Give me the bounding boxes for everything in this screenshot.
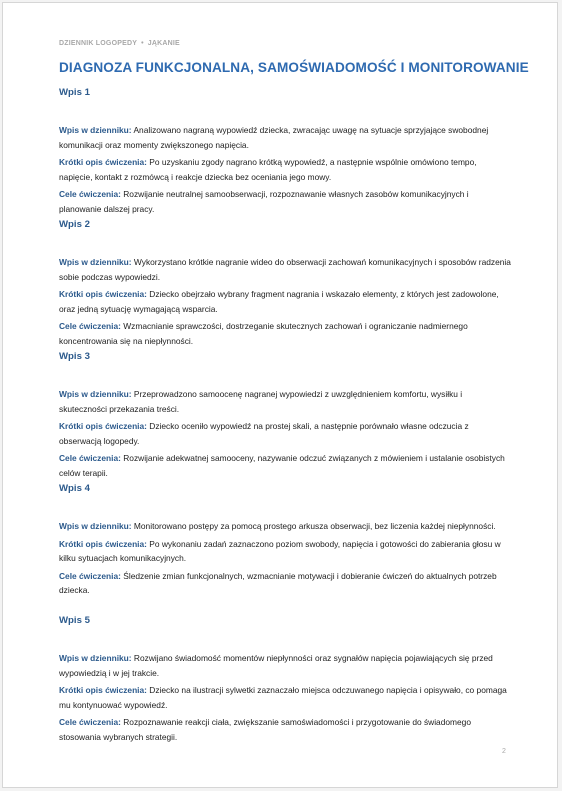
exercise-goals-text: Rozwijanie adekwatnej samooceny, nazywanie odczuć związanych z mówieniem i ustalanie osobistych celów terapii. — [59, 453, 505, 478]
exercise-goals-text: Śledzenie zmian funkcjonalnych, wzmacnianie motywacji i dobieranie ćwiczeń do aktualnych potrzeb dziecka. — [59, 570, 497, 595]
exercise-description-label: Krótki opis ćwiczenia: — [59, 538, 147, 549]
entry-note — [59, 651, 511, 680]
entry-note-label: Wpis w dzienniku: — [59, 389, 132, 399]
exercise-description — [59, 537, 511, 566]
exercise-goals-text: Rozpoznawanie reakcji ciała, zwiększanie samoświadomości i przygotowanie do świadomego stosowania wybranych strategii. — [59, 717, 471, 742]
entry-note-label: Wpis w dzienniku: — [59, 653, 132, 663]
entry-note-text: Rozwijano świadomość momentów niepłynności oraz sygnałów napięcia pojawiających się przed wypowiedzią i w jej trakcie. — [59, 653, 493, 678]
exercise-goals-label: Cele ćwiczenia: — [59, 453, 121, 463]
exercise-goals-text: Wzmacnianie sprawczości, dostrzeganie skutecznych zachowań i ograniczanie nadmiernego koncentrowania się na niepłynności. — [59, 321, 468, 346]
journal-entry — [59, 611, 511, 743]
entries-list — [59, 83, 511, 743]
page-number: 2 — [502, 748, 506, 755]
header-separator: • — [141, 40, 144, 47]
exercise-description-label: Krótki opis ćwiczenia: — [59, 157, 147, 167]
entry-note-text: Przeprowadzono samoocenę nagranej wypowiedzi z uwzględnieniem komfortu, wysiłku i skuteczności przekazania treści. — [59, 389, 463, 414]
entry-note-text: Monitorowano postępy za pomocą prostego arkusza obserwacji, bez liczenia każdej niepłynności. — [133, 521, 496, 531]
entry-heading: Wpis 1 — [59, 87, 90, 98]
exercise-description-text: Po uzyskaniu zgody nagrano krótką wypowiedź, a następnie wspólnie omówiono tempo, napięcie, kontakt z rozmówcą i reakcje dziecka bez oceniania jego mowy. — [59, 157, 477, 182]
document-page — [2, 2, 558, 788]
running-header — [59, 40, 180, 47]
entry-heading: Wpis 3 — [59, 351, 90, 362]
entry-note — [59, 255, 511, 284]
exercise-description-label: Krótki opis ćwiczenia: — [59, 421, 147, 431]
entry-heading: Wpis 4 — [59, 483, 90, 494]
entry-note — [59, 123, 511, 152]
exercise-goals — [59, 319, 511, 348]
exercise-goals — [59, 187, 511, 216]
exercise-description-text: Dziecko obejrzało wybrany fragment nagrania i wskazało elementy, z których jest zadowolone, oraz jedną sytuację wymagającą wsparcia. — [59, 289, 499, 314]
header-topic-label: JĄKANIE — [147, 40, 180, 47]
entry-heading: Wpis 2 — [59, 219, 90, 230]
exercise-description — [59, 287, 511, 316]
entry-note-text: Wykorzystano krótkie nagranie wideo do obserwacji zachowań komunikacyjnych i sposobów radzenia sobie podczas wypowiedzi. — [59, 257, 511, 282]
exercise-goals-label: Cele ćwiczenia: — [59, 570, 121, 581]
entry-note-label: Wpis w dzienniku: — [59, 521, 132, 531]
entry-note-text: Analizowano nagraną wypowiedź dziecka, zwracając uwagę na sytuacje sprzyjające swobodnej komunikacji oraz momenty zwiększonego napięcia. — [59, 125, 489, 150]
entry-note-label: Wpis w dzienniku: — [59, 125, 132, 135]
entry-heading: Wpis 5 — [59, 615, 90, 626]
exercise-description — [59, 419, 511, 448]
exercise-goals — [59, 451, 511, 480]
entry-note-label: Wpis w dzienniku: — [59, 257, 132, 267]
page-title: DIAGNOZA FUNKCJONALNA, SAMOŚWIADOMOŚĆ I MONITOROWANIE — [59, 60, 529, 75]
exercise-description-text: Dziecko oceniło wypowiedź na prostej skali, a następnie porównało własne odczucia z obserwacją logopedy. — [59, 421, 469, 446]
exercise-goals-text: Rozwijanie neutralnej samoobserwacji, rozpoznawanie własnych zasobów komunikacyjnych i planowanie dalszej pracy. — [59, 189, 469, 214]
exercise-description — [59, 683, 511, 712]
exercise-description-label: Krótki opis ćwiczenia: — [59, 289, 147, 299]
exercise-description-text: Dziecko na ilustracji sylwetki zaznaczało miejsca odczuwanego napięcia i opisywało, co pomaga mu kontynuować wypowiedź. — [59, 685, 507, 710]
exercise-goals — [59, 569, 511, 598]
journal-entry — [59, 479, 511, 611]
exercise-description — [59, 155, 511, 184]
exercise-goals-label: Cele ćwiczenia: — [59, 321, 121, 331]
exercise-goals-label: Cele ćwiczenia: — [59, 717, 121, 727]
exercise-goals — [59, 715, 511, 744]
exercise-description-text: Po wykonaniu zadań zaznaczono poziom swobody, napięcia i gotowości do zabierania głosu w kilku sytuacjach komunikacyjnych. — [59, 538, 501, 563]
entry-note — [59, 519, 511, 534]
journal-entry — [59, 83, 511, 215]
exercise-goals-label: Cele ćwiczenia: — [59, 189, 121, 199]
entry-note — [59, 387, 511, 416]
header-journal-label: DZIENNIK LOGOPEDY — [59, 40, 138, 47]
journal-entry — [59, 347, 511, 479]
exercise-description-label: Krótki opis ćwiczenia: — [59, 685, 147, 695]
journal-entry — [59, 215, 511, 347]
